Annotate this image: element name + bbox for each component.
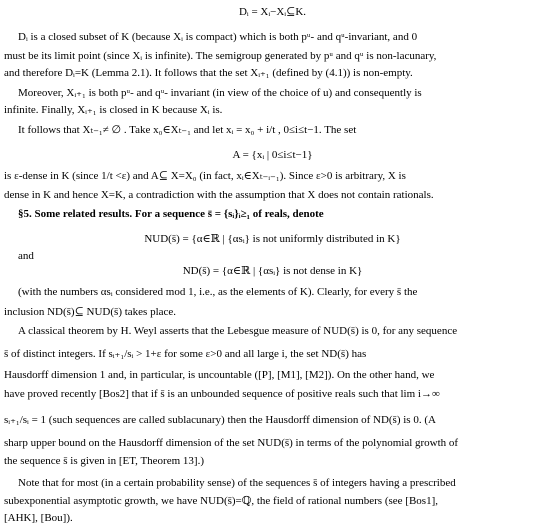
paragraph-line: Moreover, Xᵢ₊₁ is both pᵘ- and qᵘ- invariant (in view of the choice of u) and consequently is bbox=[18, 87, 422, 99]
paragraph-line: Hausdorff dimension 1 and, in particular, is uncountable ([P], [M1], [M2]). On the other hand, we bbox=[4, 369, 435, 381]
paragraph-line: dense in K and hence X=K, a contradiction with the assumption that X does not contain rationals. bbox=[4, 189, 434, 201]
paragraph-line: is ε-dense in K (since 1/t <ε) and A⊆ X=X₀ (in fact, xᵢ∈Xₜ₋ᵢ₋₁). Since ε>0 is arbitrary, X is bbox=[4, 170, 406, 182]
paragraph-line: sharp upper bound on the Hausdorff dimension of the set NUD(s̄) in terms of the polynomial growth of bbox=[4, 437, 459, 449]
paragraph-line: [AHK], [Bou]). bbox=[4, 512, 73, 524]
paragraph-line: It follows that Xₜ₋₁≠ ∅ . Take x₀∈Xₜ₋₁ and let xᵢ = x₀ + i/t , 0≤i≤t−1. The set bbox=[18, 124, 357, 136]
display-formula-set-a: A = {xᵢ | 0≤i≤t−1} bbox=[232, 149, 313, 161]
paragraph-line: s̄ of distinct integers. If sᵢ₊₁/sᵢ > 1+ε for some ε>0 and all large i, the set ND(s̄) has bbox=[4, 348, 367, 360]
display-formula-d-i: Dᵢ = Xᵢ−Xᵢ⊆K. bbox=[238, 6, 307, 18]
display-formula-nd: ND(s̄) = {α∈ℝ | {αsᵢ} is not dense in K} bbox=[182, 265, 363, 277]
paragraph-line: the sequence s̄ is given in [ET, Theorem 13].) bbox=[4, 455, 204, 467]
display-formula-nud: NUD(s̄) = {α∈ℝ | {αsᵢ} is not uniformly distributed in K} bbox=[144, 233, 401, 245]
paragraph-line: Note that for most (in a certain probability sense) of the sequences s̄ of integers having a prescribed bbox=[18, 477, 456, 489]
paragraph-line: subexponential asymptotic growth, we have NUD(s̄)=ℚ, the field of rational numbers (see [Bos1], bbox=[4, 495, 438, 507]
paragraph-line: must be its limit point (since Xᵢ is infinite). The semigroup generated by pᵘ and qᵘ is non-lacunary, bbox=[4, 50, 437, 62]
paragraph-line: Dᵢ is a closed subset of K (because Xᵢ is compact) which is both pᵘ- and qᵘ-invariant, and 0 bbox=[18, 31, 418, 43]
paragraph-line: and bbox=[18, 250, 34, 262]
paragraph-line: (with the numbers αsᵢ considered mod 1, i.e., as the elements of K). Clearly, for every s̄ the bbox=[18, 286, 418, 298]
paragraph-line: infinite. Finally, Xᵢ₊₁ is closed in K because Xᵢ is. bbox=[4, 104, 223, 116]
paragraph-line: inclusion ND(s̄)⊆ NUD(s̄) takes place. bbox=[4, 306, 177, 318]
paragraph-line: sᵢ₊₁/sᵢ = 1 (such sequences are called sublacunary) then the Hausdorff dimension of ND(s̄) is 0. (A bbox=[4, 414, 436, 426]
paragraph-line: A classical theorem by H. Weyl asserts that the Lebesgue measure of NUD(s̄) is 0, for any sequence bbox=[18, 325, 458, 337]
paragraph-line: and therefore Dᵢ=K (Lemma 2.1). It follows that the set Xᵢ₊₁ (defined by (4.1)) is non-empty. bbox=[4, 67, 413, 79]
paragraph-line: have proved recently [Bos2] that if s̄ is an unbounded sequence of positive reals such that lim i→∞ bbox=[4, 388, 440, 400]
section-heading-line: §5. Some related results. For a sequence s̄ = {sᵢ}ᵢ≥₁ of reals, denote bbox=[18, 208, 324, 220]
